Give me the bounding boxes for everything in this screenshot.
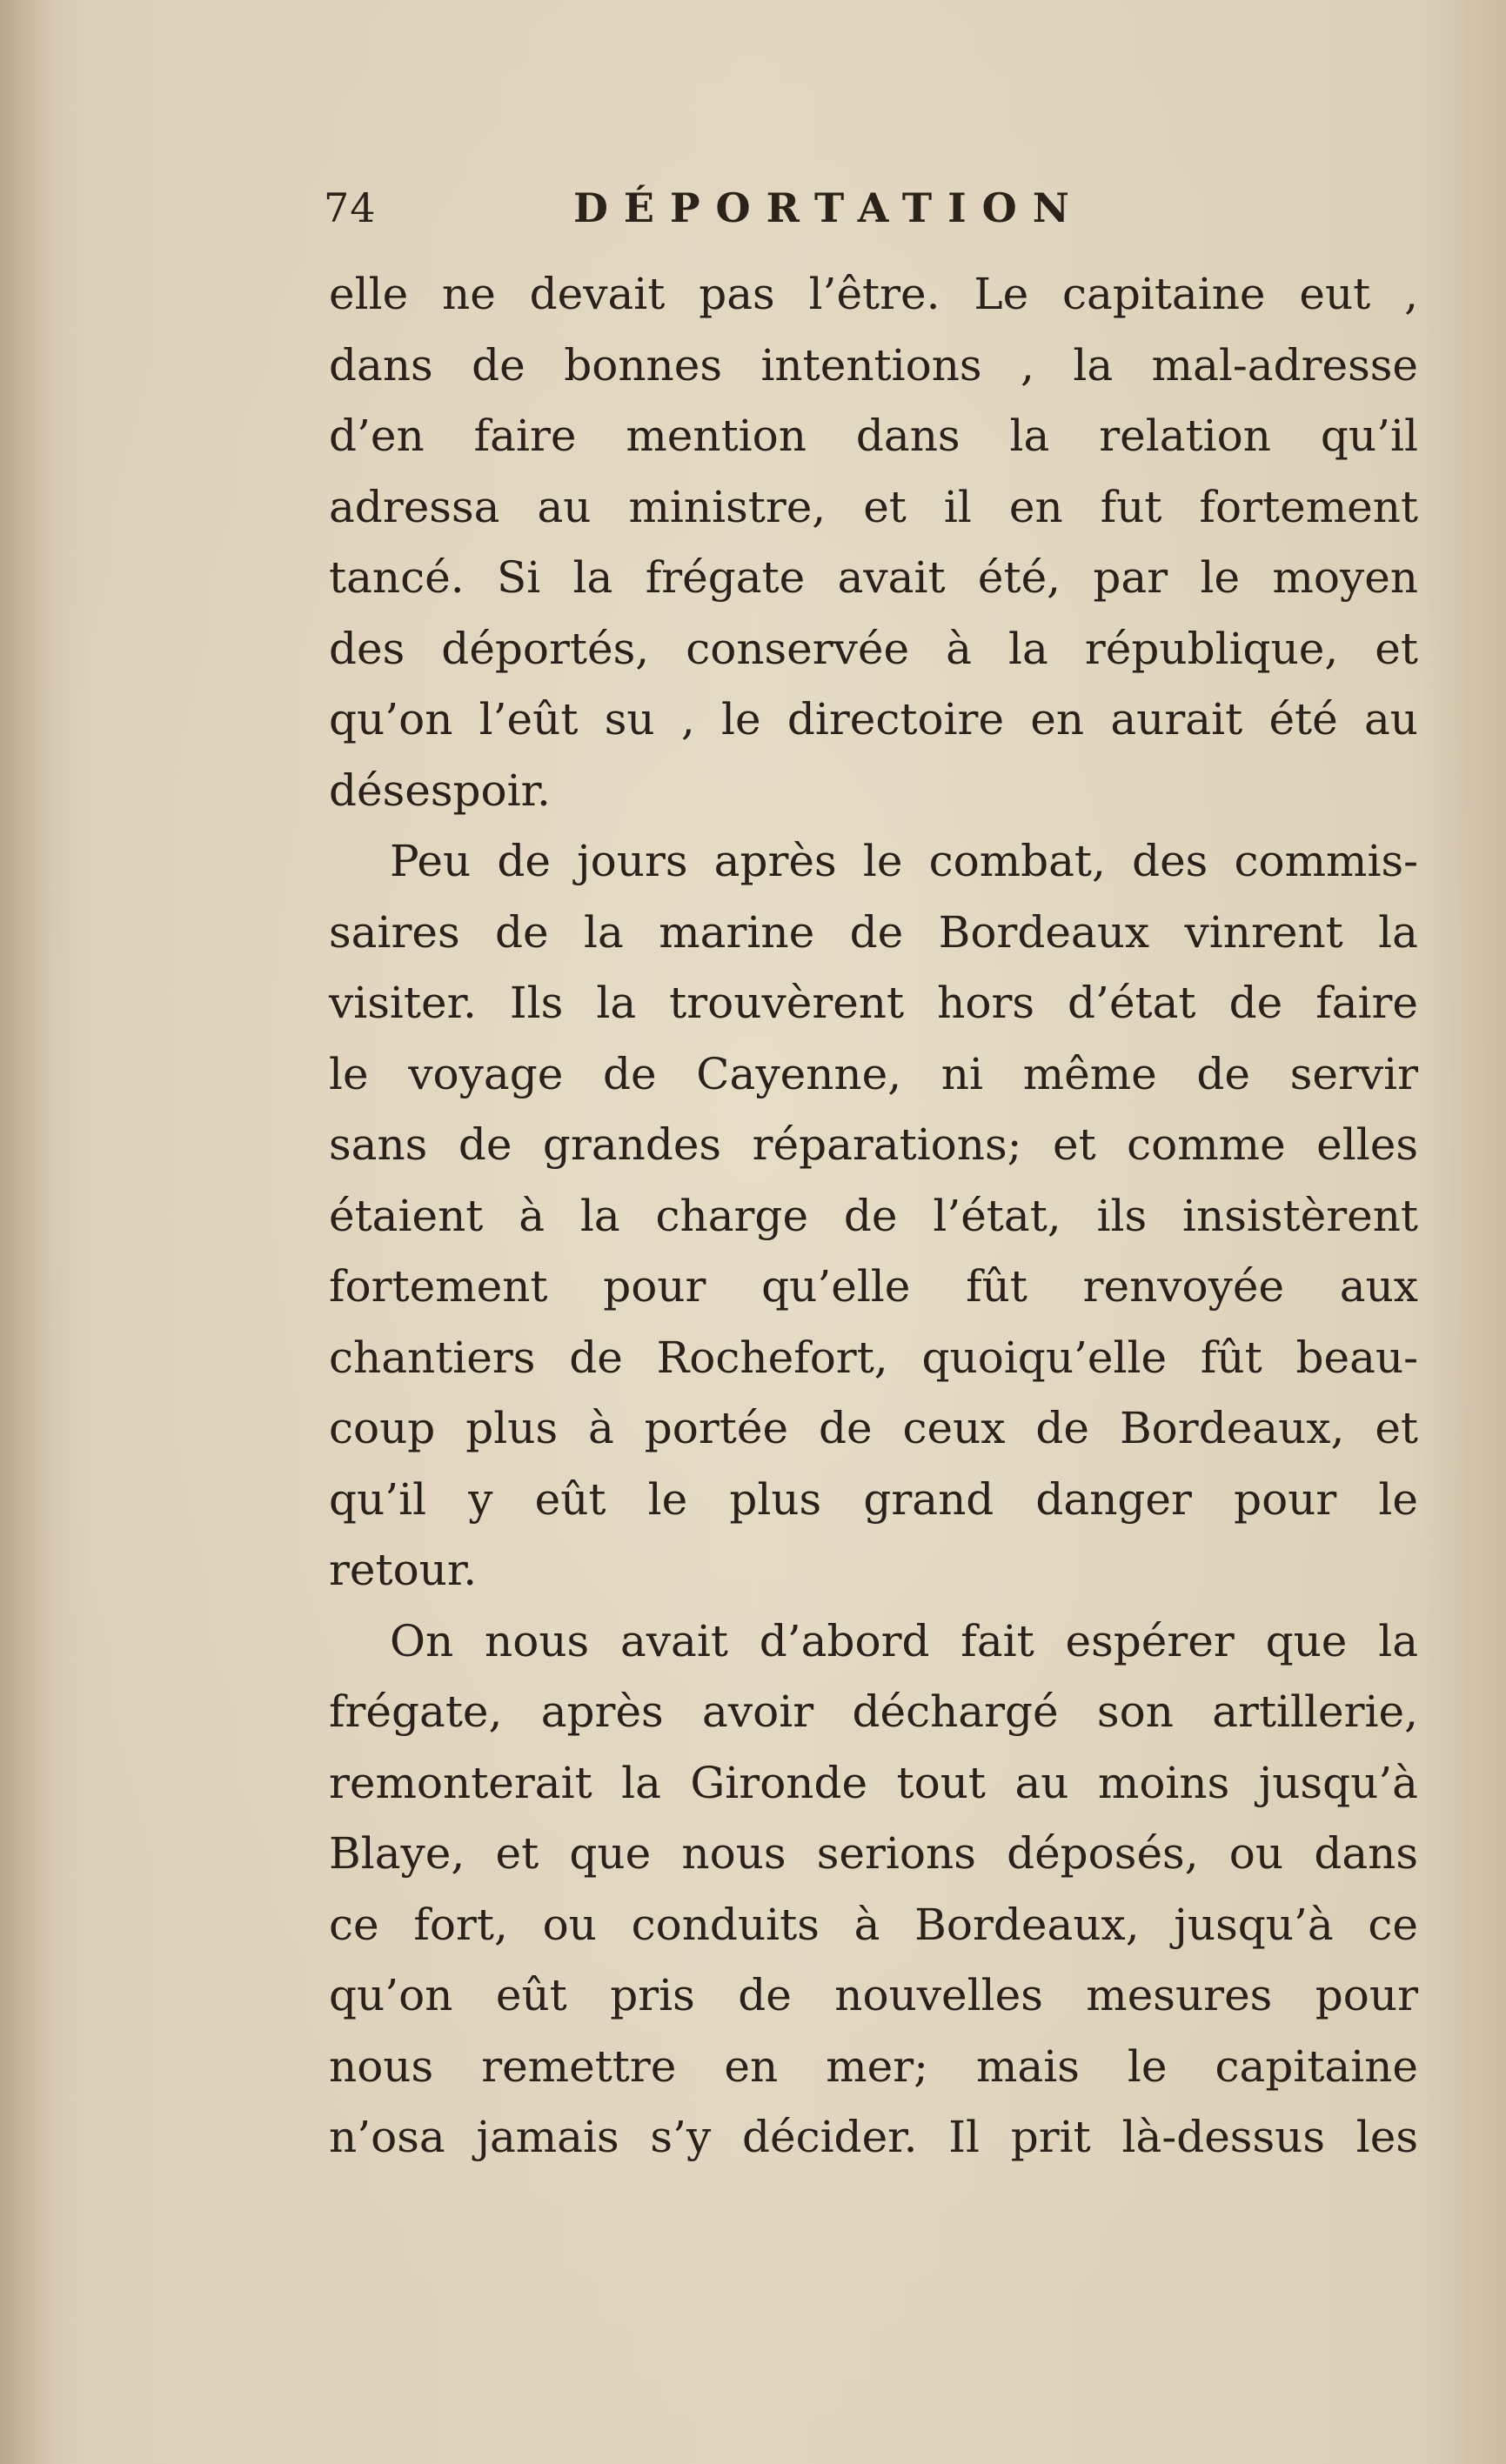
text-line: étaient à la charge de l’état, ils insistèrent xyxy=(329,1190,1418,1241)
paragraph-start-line: Peu de jours après le combat, des commis- xyxy=(390,836,1418,886)
text-line: remonterait la Gironde tout au moins jusqu’à xyxy=(329,1757,1418,1808)
text-line: chantiers de Rochefort, quoiqu’elle fût beau- xyxy=(329,1332,1418,1383)
running-head: DÉPORTATION xyxy=(573,184,1085,231)
text-line: ce fort, ou conduits à Bordeaux, jusqu’à ce xyxy=(329,1899,1418,1950)
page-number: 74 xyxy=(324,184,377,231)
text-line: d’en faire mention dans la relation qu’il xyxy=(329,411,1418,461)
text-line: coup plus à portée de ceux de Bordeaux, et xyxy=(329,1403,1418,1453)
body-text xyxy=(329,259,1418,2174)
text-line: fortement pour qu’elle fût renvoyée aux xyxy=(329,1261,1418,1312)
paragraph-start-line: On nous avait d’abord fait espérer que la xyxy=(390,1615,1418,1666)
text-line: sans de grandes réparations; et comme elles xyxy=(329,1119,1418,1170)
page-header xyxy=(324,184,1176,237)
text-line: elle ne devait pas l’être. Le capitaine eut , xyxy=(329,269,1418,319)
text-line: des déportés, conservée à la république, et xyxy=(329,623,1418,674)
gutter-shadow xyxy=(0,0,52,2464)
text-line: Blaye, et que nous serions déposés, ou dans xyxy=(329,1828,1418,1879)
text-line: retour. xyxy=(329,1545,478,1595)
text-line: qu’il y eût le plus grand danger pour le xyxy=(329,1473,1418,1525)
text-line: frégate, après avoir déchargé son artillerie, xyxy=(329,1686,1418,1737)
text-line: visiter. Ils la trouvèrent hors d’état de faire xyxy=(329,978,1418,1028)
text-line: tancé. Si la frégate avait été, par le moyen xyxy=(329,552,1418,603)
text-line: adressa au ministre, et il en fut fortement xyxy=(329,481,1418,532)
text-line: saires de la marine de Bordeaux vinrent la xyxy=(329,906,1418,958)
text-line: n’osa jamais s’y décider. Il prit là-dessus les xyxy=(329,2112,1418,2162)
text-line: dans de bonnes intentions , la mal-adresse xyxy=(329,339,1418,391)
text-line: nous remettre en mer; mais le capitaine xyxy=(329,2040,1418,2092)
text-line: le voyage de Cayenne, ni même de servir xyxy=(329,1048,1418,1099)
text-line: qu’on eût pris de nouvelles mesures pour xyxy=(329,1970,1418,2020)
text-line: qu’on l’eût su , le directoire en aurait été au xyxy=(329,694,1418,745)
text-line: désespoir. xyxy=(329,765,551,816)
